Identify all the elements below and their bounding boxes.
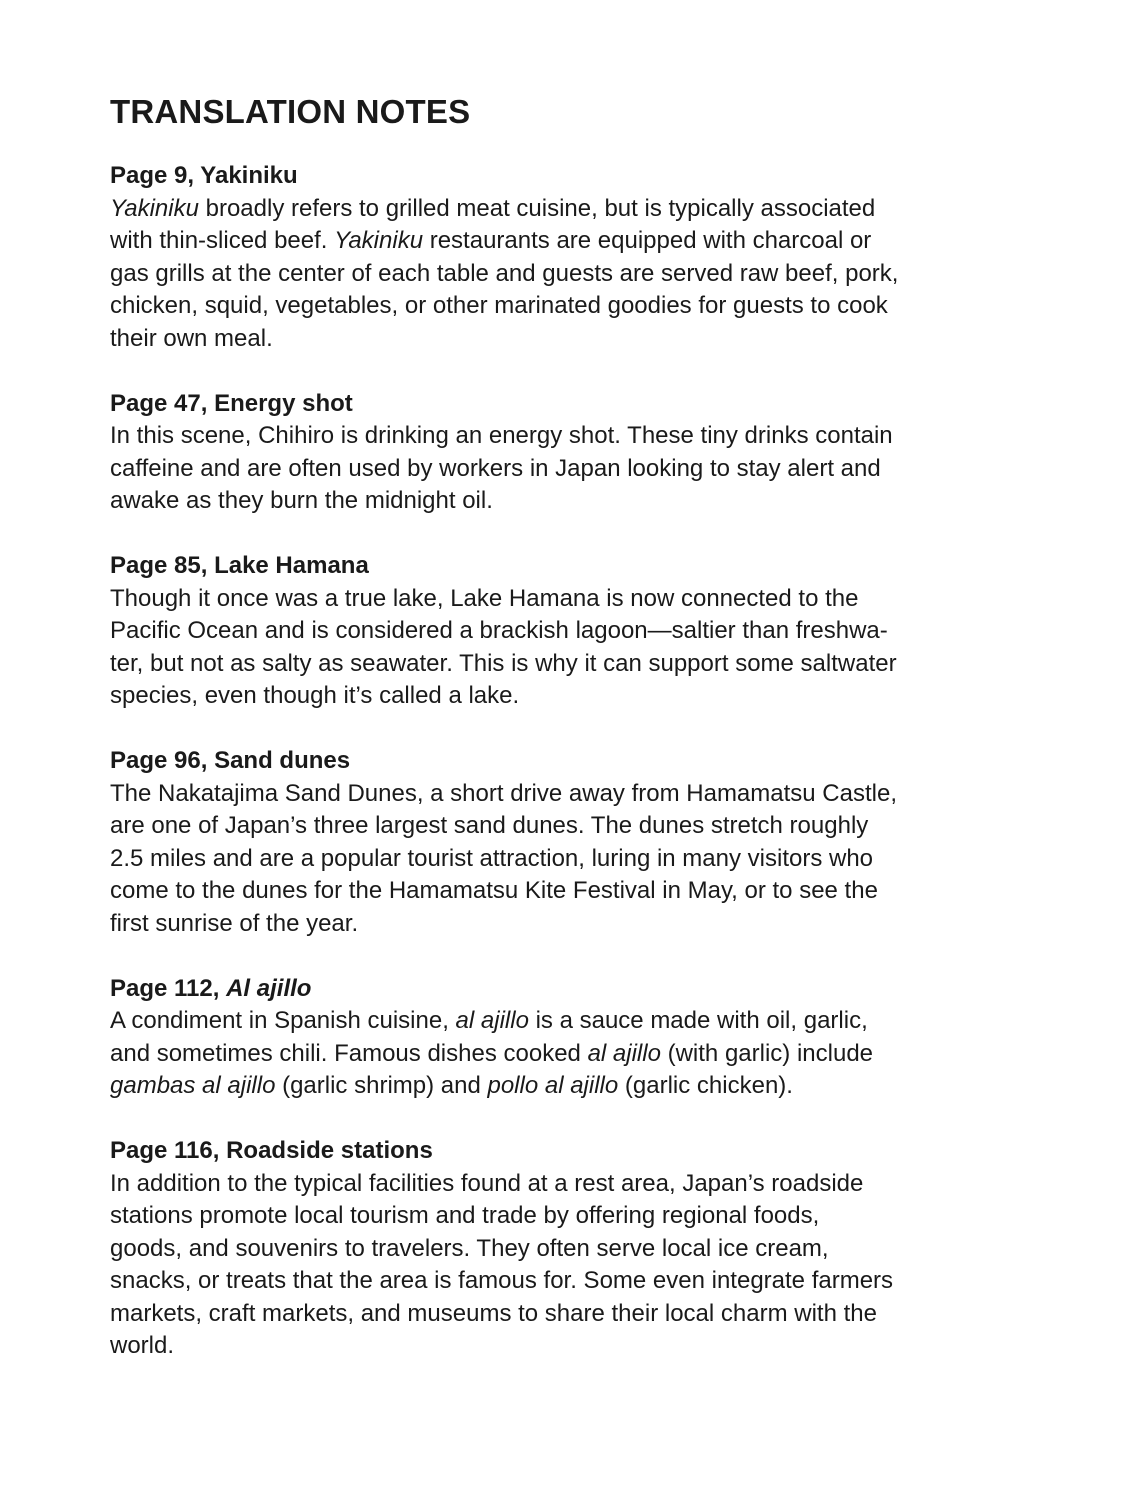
note-body-line	[110, 583, 1050, 616]
note-body	[110, 583, 1050, 713]
note-heading	[110, 550, 1050, 583]
note-heading-text: Page 96, Sand dunes	[110, 747, 351, 774]
note-body-line	[110, 1005, 1050, 1038]
note-body-line	[110, 193, 1050, 226]
body-text: Pacific Ocean and is considered a brackish lagoon—saltier than freshwa-	[110, 617, 888, 644]
translation-note	[110, 1135, 1050, 1363]
body-text: In addition to the typical facilities found at a rest area, Japan’s roadside	[110, 1169, 864, 1197]
body-text: is a sauce made with oil, garlic,	[528, 1007, 868, 1034]
note-body-line	[110, 615, 1050, 648]
note-body-line	[110, 485, 1050, 518]
body-text: markets, craft markets, and museums to share their local charm with the	[110, 1299, 877, 1327]
note-body-line	[110, 680, 1050, 713]
note-heading-text: Page 9, Yakiniku	[110, 162, 298, 189]
translation-note	[110, 388, 1050, 518]
note-body-line	[110, 258, 1050, 291]
body-text: Though it once was a true lake, Lake Hamana is now connected to the	[110, 584, 859, 612]
note-body-line	[110, 875, 1050, 908]
body-text: goods, and souvenirs to travelers. They often serve local ice cream,	[110, 1234, 829, 1262]
body-text: with thin-sliced beef.	[110, 227, 335, 254]
note-body-line	[110, 810, 1050, 843]
note-heading	[110, 388, 1050, 421]
note-body-line	[110, 648, 1050, 681]
body-text: chicken, squid, vegetables, or other marinated goodies for guests to cook	[110, 292, 888, 319]
note-heading-text: Page 112,	[110, 974, 227, 1002]
italic-term: gambas al ajillo	[110, 1072, 276, 1099]
body-text: The Nakatajima Sand Dunes, a short drive away from Hamamatsu Castle,	[110, 779, 897, 807]
body-text: their own meal.	[110, 324, 273, 352]
note-body-line	[110, 453, 1050, 486]
note-body	[110, 420, 1050, 518]
note-heading-text: Page 116, Roadside stations	[110, 1137, 433, 1164]
italic-term: Yakiniku	[334, 227, 424, 254]
note-body-line	[110, 1070, 1050, 1103]
translation-note	[110, 160, 1050, 355]
body-text: species, even though it’s called a lake.	[110, 682, 520, 709]
note-body-line	[110, 908, 1050, 941]
body-text: (with garlic) include	[660, 1039, 874, 1067]
body-text: In this scene, Chihiro is drinking an energy shot. These tiny drinks contain	[110, 422, 893, 449]
body-text: gas grills at the center of each table and guests are served raw beef, pork,	[110, 259, 899, 287]
note-body-line	[110, 1330, 1050, 1363]
body-text: awake as they burn the midnight oil.	[110, 487, 493, 514]
note-body-line	[110, 843, 1050, 876]
note-body-line	[110, 420, 1050, 453]
italic-term: Yakiniku	[110, 194, 199, 222]
note-body	[110, 1168, 1050, 1363]
body-text: caffeine and are often used by workers in Japan looking to stay alert and	[110, 454, 881, 482]
body-text: 2.5 miles and are a popular tourist attraction, luring in many visitors who	[110, 844, 874, 872]
note-heading-text: Page 85, Lake Hamana	[110, 552, 369, 579]
body-text: (garlic shrimp) and	[275, 1072, 488, 1099]
italic-term: pollo al ajillo	[487, 1072, 619, 1099]
note-body-line	[110, 1298, 1050, 1331]
body-text: world.	[110, 1332, 175, 1359]
body-text: stations promote local tourism and trade by offering regional foods,	[110, 1202, 820, 1229]
page-title: TRANSLATION NOTES	[110, 93, 471, 130]
body-text: are one of Japan’s three largest sand dunes. The dunes stretch roughly	[110, 812, 869, 839]
body-text: come to the dunes for the Hamamatsu Kite Festival in May, or to see the	[110, 877, 878, 904]
italic-term: al ajillo	[455, 1007, 529, 1034]
note-body-line	[110, 225, 1050, 258]
translation-notes-page	[110, 92, 1050, 1395]
note-heading	[110, 745, 1050, 778]
translation-note	[110, 745, 1050, 940]
body-text: A condiment in Spanish cuisine,	[110, 1007, 456, 1034]
note-heading	[110, 973, 1050, 1006]
note-body	[110, 1005, 1050, 1103]
note-heading-text: Page 47, Energy shot	[110, 389, 353, 417]
note-body-line	[110, 1168, 1050, 1201]
note-body-line	[110, 1265, 1050, 1298]
note-body-line	[110, 778, 1050, 811]
notes-list	[110, 160, 1050, 1363]
note-body-line	[110, 1038, 1050, 1071]
body-text: ter, but not as salty as seawater. This is why it can support some saltwater	[110, 649, 897, 677]
translation-note	[110, 550, 1050, 713]
body-text: first sunrise of the year.	[110, 909, 359, 937]
note-body-line	[110, 1233, 1050, 1266]
note-heading-italic-text: Al ajillo	[226, 974, 312, 1002]
body-text: (garlic chicken).	[618, 1072, 793, 1099]
note-body-line	[110, 323, 1050, 356]
note-body-line	[110, 1200, 1050, 1233]
note-body	[110, 193, 1050, 356]
note-heading	[110, 1135, 1050, 1168]
note-body	[110, 778, 1050, 941]
body-text: restaurants are equipped with charcoal or	[423, 227, 872, 254]
note-heading	[110, 160, 1050, 193]
body-text: snacks, or treats that the area is famous for. Some even integrate farmers	[110, 1267, 894, 1294]
note-body-line	[110, 290, 1050, 323]
body-text: and sometimes chili. Famous dishes cooked	[110, 1039, 588, 1067]
body-text: broadly refers to grilled meat cuisine, but is typically associated	[198, 194, 876, 222]
translation-note	[110, 973, 1050, 1103]
italic-term: al ajillo	[587, 1039, 661, 1067]
